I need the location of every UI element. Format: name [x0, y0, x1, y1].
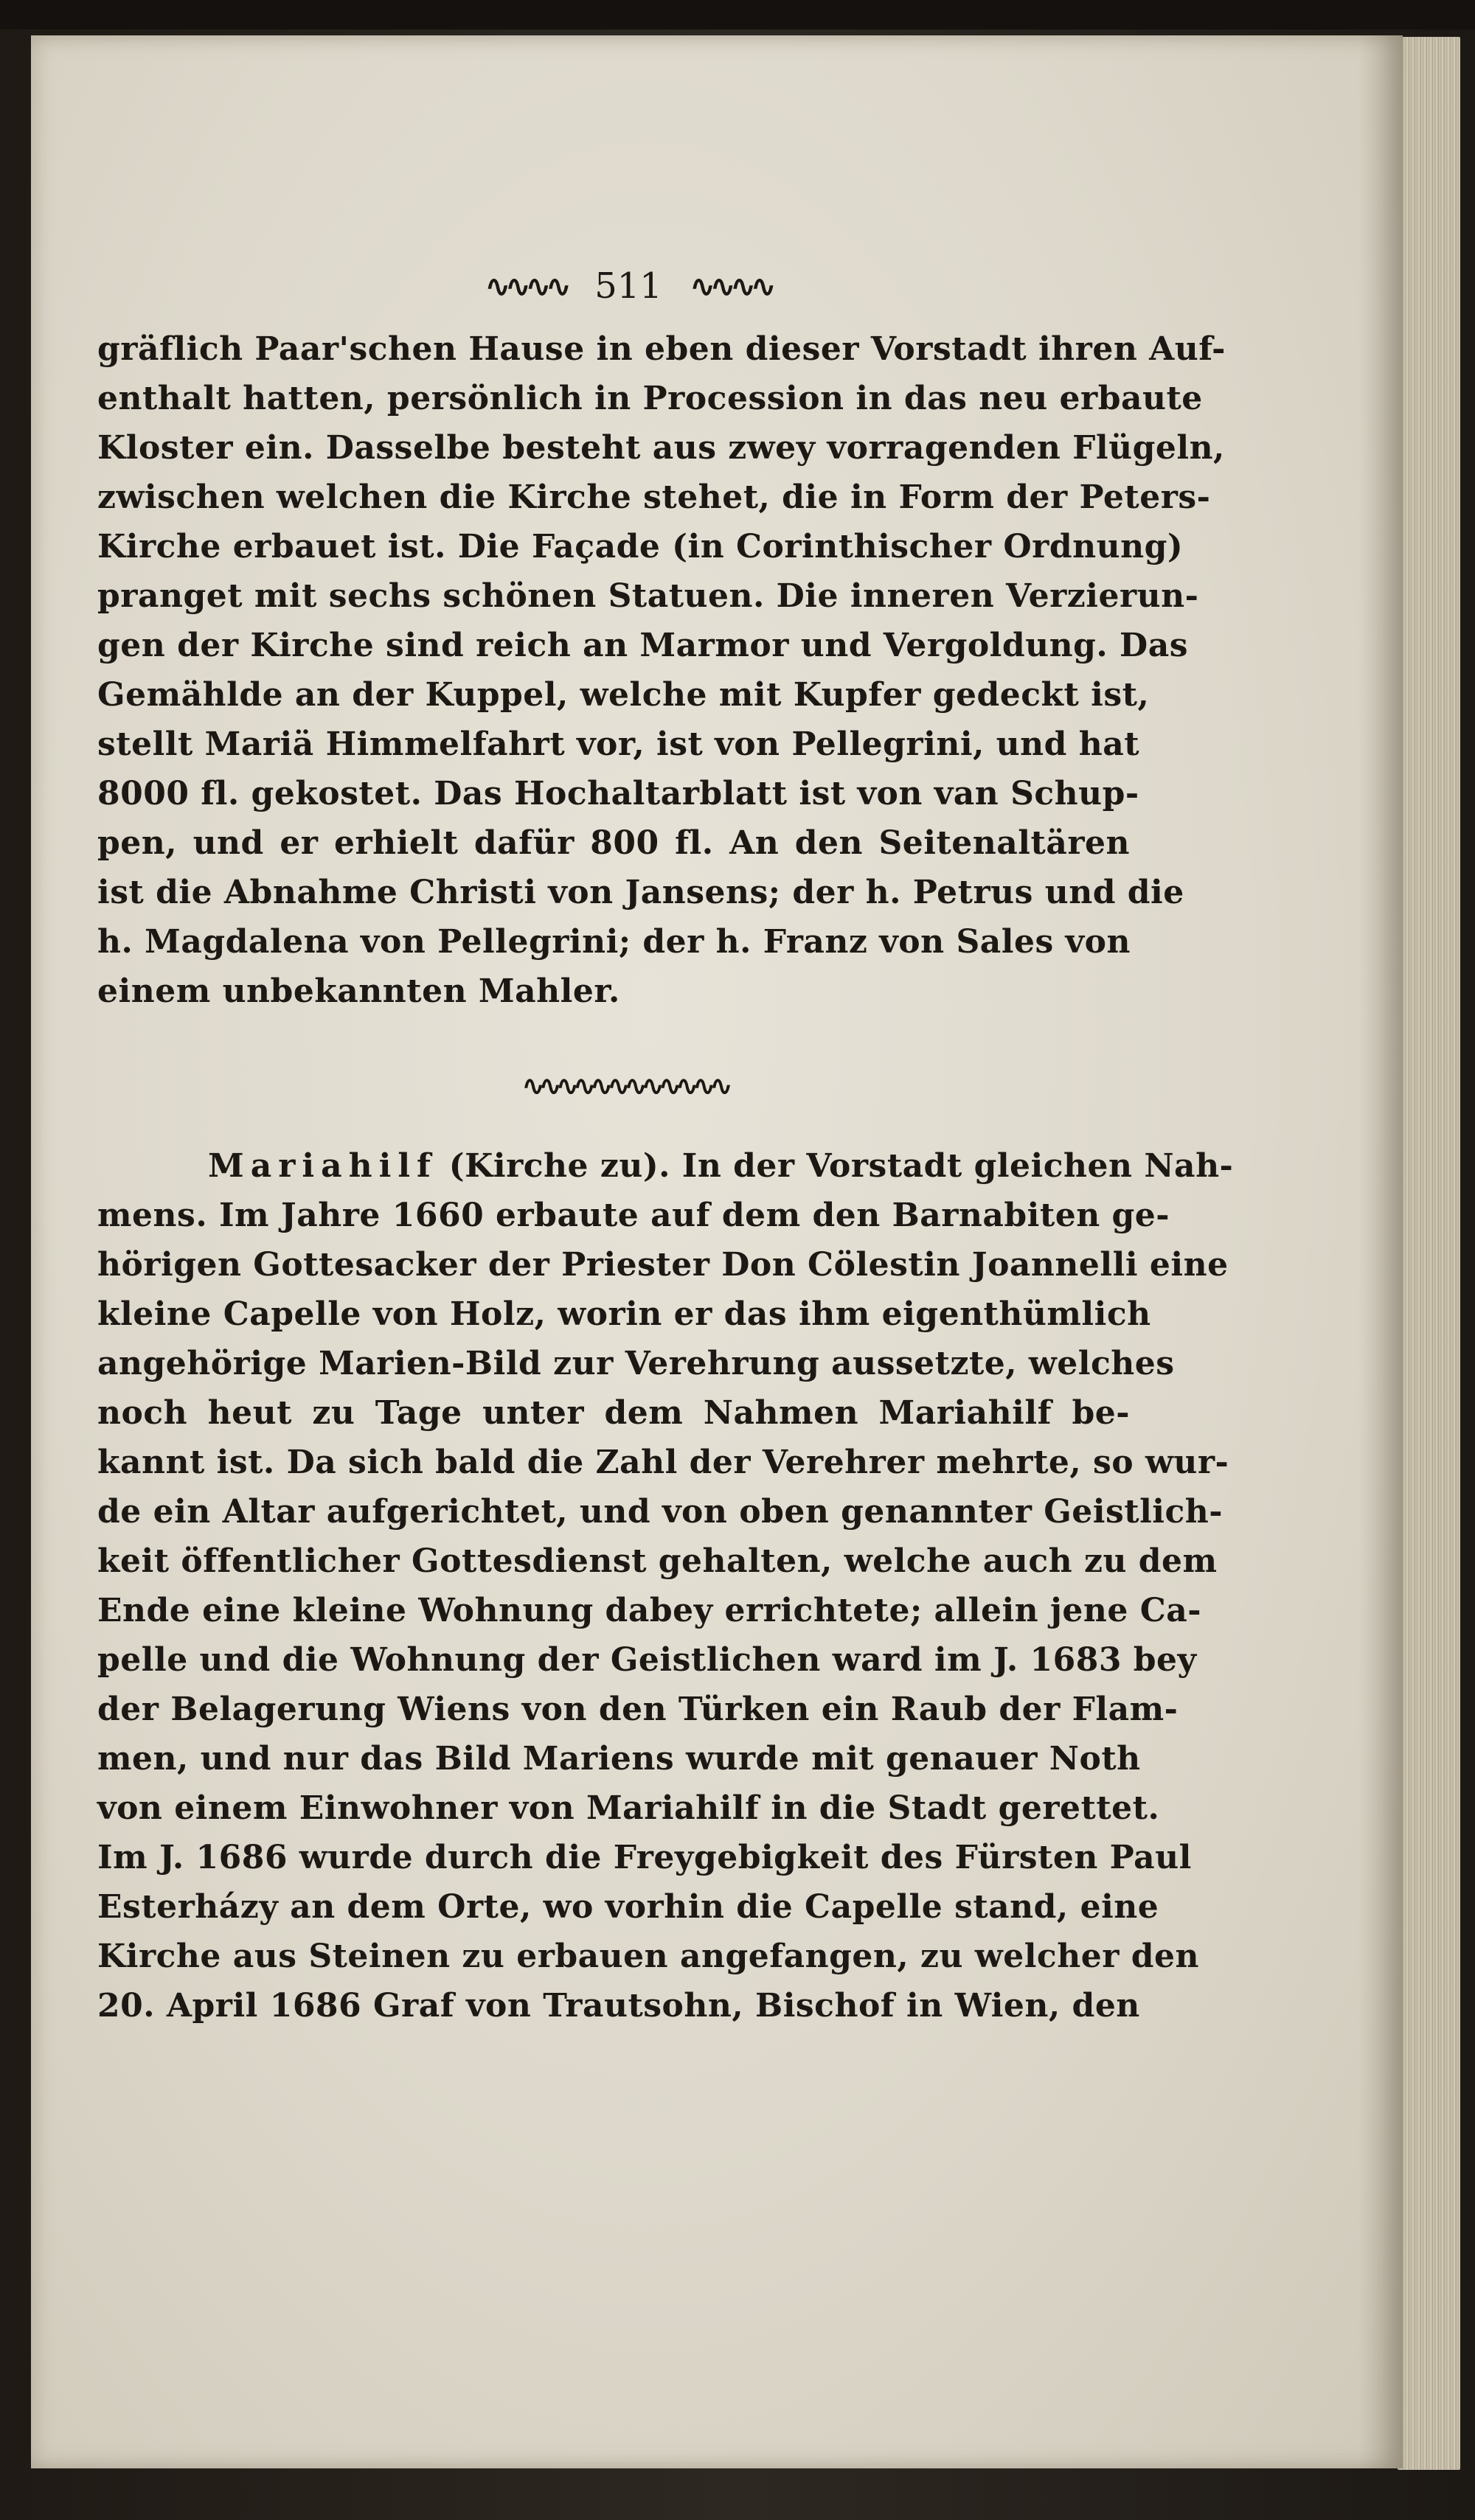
text-line: kleine Capelle von Holz, worin er das ihm eigenthümlich [97, 1295, 1151, 1333]
page-shadow [1358, 35, 1403, 2468]
book-page [31, 35, 1403, 2468]
text-line: 20. April 1686 Graf von Trautsohn, Bischof in Wien, den [97, 1987, 1140, 2025]
section-divider-ornament: ∿∿∿∿∿∿∿∿∿∿∿∿ [522, 1071, 727, 1101]
text-line: hörigen Gottesacker der Priester Don Cölestin Joannelli eine [97, 1246, 1229, 1284]
text-line: pranget mit sechs schönen Statuen. Die inneren Verzierun- [97, 577, 1199, 615]
text-line: einem unbekannten Mahler. [97, 972, 620, 1010]
text-line: pelle und die Wohnung der Geistlichen ward im J. 1683 bey [97, 1641, 1197, 1679]
text-line: Gemählde an der Kuppel, welche mit Kupfer gedeckt ist, [97, 676, 1150, 714]
text-line: Kloster ein. Dasselbe besteht aus zwey vorragenden Flügeln, [97, 429, 1225, 467]
text-line: de ein Altar aufgerichtet, und von oben genannter Geistlich- [97, 1493, 1224, 1531]
text-line: gräflich Paar'schen Hause in eben dieser Vorstadt ihren Auf- [97, 330, 1226, 368]
text-line: keit öffentlicher Gottesdienst gehalten, welche auch zu dem [97, 1542, 1218, 1580]
entry-mariahilf [97, 1141, 1234, 2030]
text-line: h. Magdalena von Pellegrini; der h. Franz von Sales von [97, 923, 1131, 961]
entry-first-line-text: (Kirche zu). In der Vorstadt gleichen Nah- [437, 1147, 1234, 1185]
page-header [459, 257, 798, 316]
text-line: noch heut zu Tage unter dem Nahmen Mariahilf be- [97, 1394, 1130, 1432]
text-line: 8000 fl. gekostet. Das Hochaltarblatt ist von van Schup- [97, 775, 1139, 812]
header-ornament-left: ∿∿∿∿ [485, 268, 567, 304]
paragraph-continued [97, 324, 1226, 1016]
page-number: 511 [594, 265, 662, 307]
header-ornament-right: ∿∿∿∿ [690, 268, 771, 304]
scan-top-edge [0, 0, 1475, 29]
book-page-edges [1398, 37, 1460, 2470]
text-line: pen, und er erhielt dafür 800 fl. An den Seitenaltären [97, 824, 1130, 862]
text-line: stellt Mariä Himmelfahrt vor, ist von Pellegrini, und hat [97, 725, 1140, 763]
text-line: der Belagerung Wiens von den Türken ein Raub der Flam- [97, 1691, 1179, 1728]
text-line: Esterházy an dem Orte, wo vorhin die Capelle stand, eine [97, 1888, 1159, 1926]
text-line: kannt ist. Da sich bald die Zahl der Verehrer mehrte, so wur- [97, 1444, 1229, 1481]
text-line: Kirche aus Steinen zu erbauen angefangen, zu welcher den [97, 1938, 1199, 1975]
text-line: gen der Kirche sind reich an Marmor und Vergoldung. Das [97, 627, 1188, 664]
text-line: ist die Abnahme Christi von Jansens; der h. Petrus und die [97, 874, 1184, 911]
text-line: Ende eine kleine Wohnung dabey errichtete; allein jene Ca- [97, 1592, 1201, 1629]
text-line: angehörige Marien-Bild zur Verehrung aussetzte, welches [97, 1345, 1175, 1382]
text-line: Im J. 1686 wurde durch die Freygebigkeit des Fürsten Paul [97, 1839, 1192, 1876]
text-line: men, und nur das Bild Mariens wurde mit genauer Noth [97, 1740, 1141, 1778]
entry-first-line [97, 1141, 1234, 1191]
text-line: von einem Einwohner von Mariahilf in die Stadt gerettet. [97, 1789, 1160, 1827]
text-line: enthalt hatten, persönlich in Procession in das neu erbaute [97, 380, 1203, 417]
entry-heading-word: Mariahilf [208, 1147, 437, 1185]
text-line: zwischen welchen die Kirche stehet, die in Form der Peters- [97, 478, 1211, 516]
text-line: Kirche erbauet ist. Die Façade (in Corinthischer Ordnung) [97, 528, 1184, 565]
text-line: mens. Im Jahre 1660 erbaute auf dem den Barnabiten ge- [97, 1197, 1170, 1234]
